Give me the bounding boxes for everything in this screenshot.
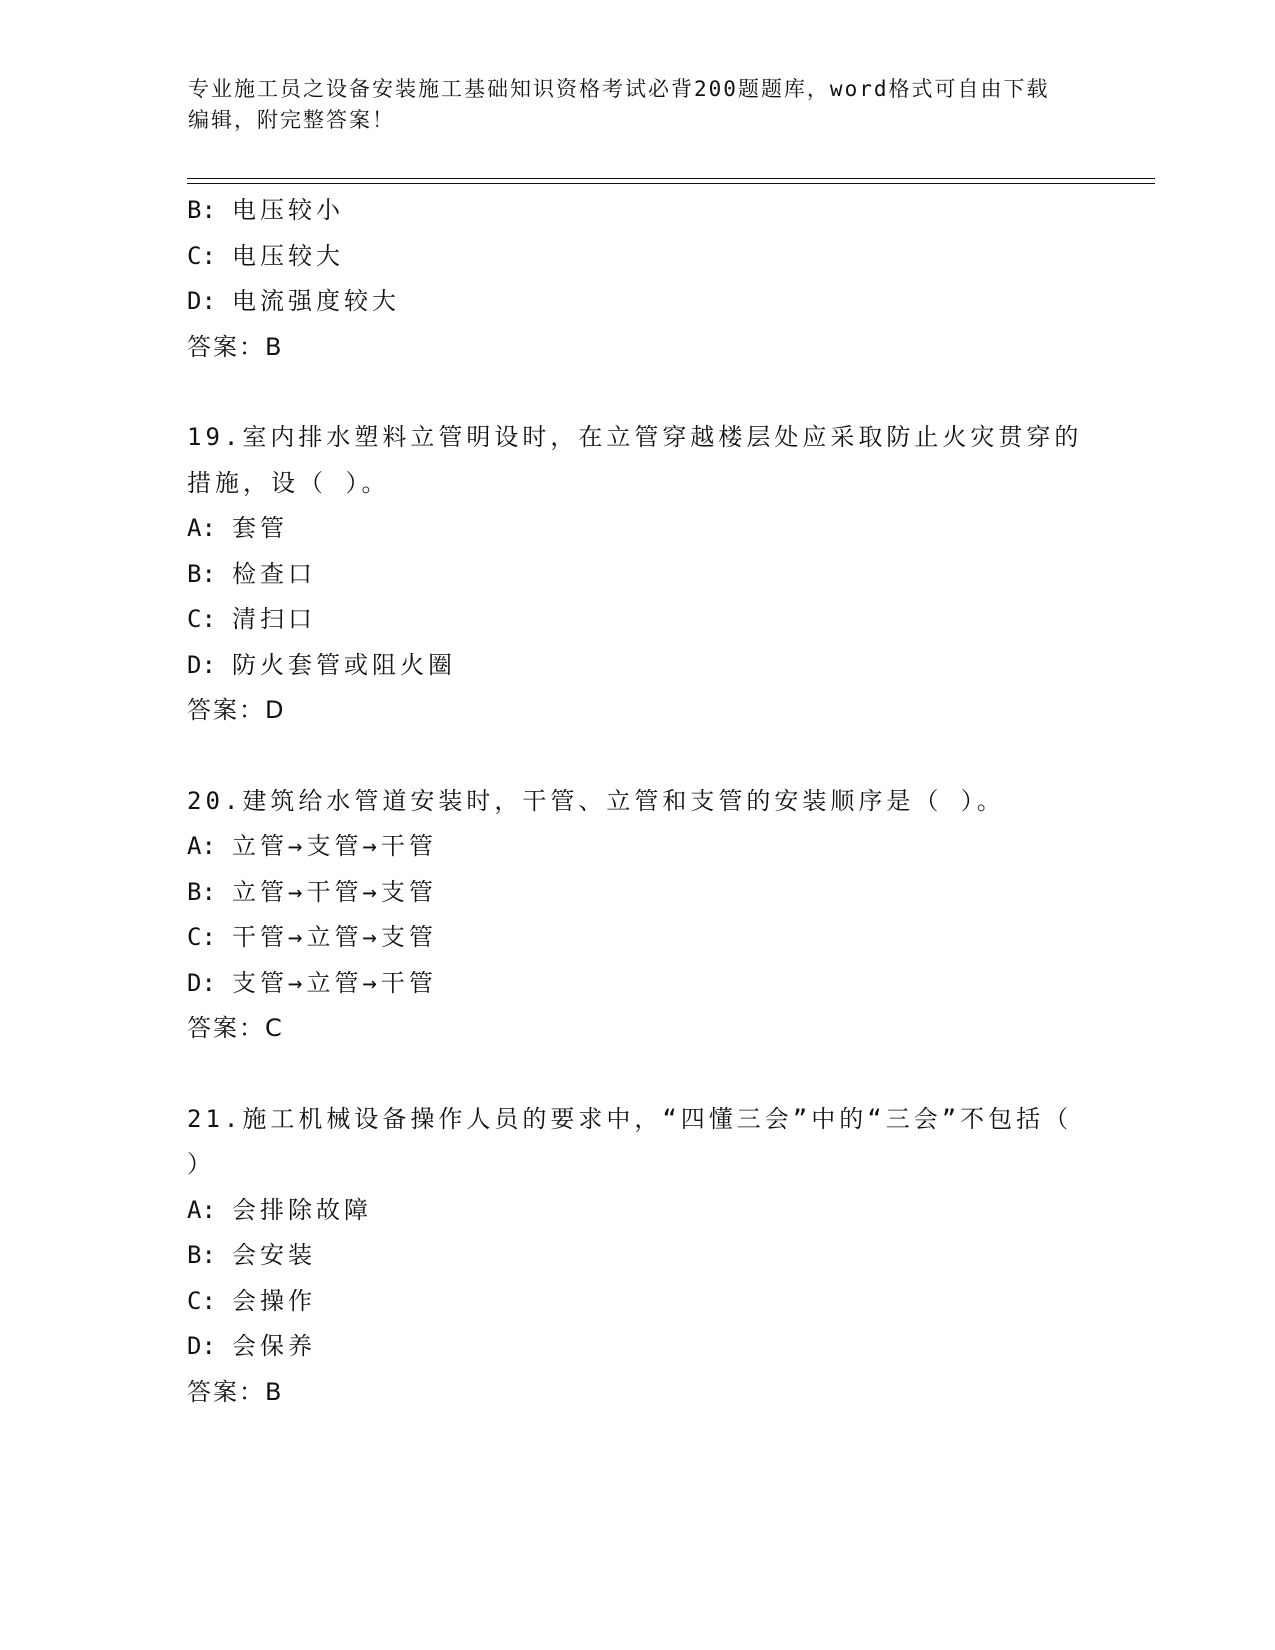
- question-18-continued: [187, 188, 1087, 370]
- answer-line: [187, 688, 1087, 734]
- answer-value: C: [265, 1014, 284, 1042]
- option-text: 支管→立管→干管: [232, 968, 437, 997]
- option-text: 检查口: [232, 559, 316, 588]
- option-d: [187, 961, 1087, 1007]
- answer-label: 答案：: [187, 332, 265, 361]
- question-text: 21.施工机械设备操作人员的要求中，“四懂三会”中的“三会”不包括（ ）: [187, 1104, 1073, 1178]
- option-key: A:: [187, 832, 216, 860]
- option-d: [187, 643, 1087, 689]
- option-key: D:: [187, 968, 216, 997]
- option-key: D:: [187, 650, 216, 679]
- option-text: 清扫口: [232, 605, 316, 633]
- option-a: [187, 506, 1087, 552]
- option-text: 会操作: [232, 1286, 316, 1315]
- option-text: 电压较小: [232, 196, 344, 224]
- spacer: [187, 370, 1087, 415]
- option-d: [187, 1324, 1087, 1370]
- option-b: [187, 552, 1087, 598]
- option-key: C:: [187, 1286, 216, 1315]
- option-text: 套管: [232, 514, 288, 542]
- option-key: B:: [187, 877, 216, 906]
- option-key: D:: [187, 1332, 216, 1360]
- option-c: [187, 1279, 1087, 1325]
- option-b: [187, 1233, 1087, 1279]
- option-c: [187, 597, 1087, 643]
- option-key: B:: [187, 196, 216, 224]
- option-text: 会安装: [232, 1241, 316, 1269]
- option-key: C:: [187, 605, 216, 633]
- question-text: 19.室内排水塑料立管明设时，在立管穿越楼层处应采取防止火灾贯穿的措施，设（ ）。: [187, 423, 1083, 497]
- option-b: [187, 870, 1087, 916]
- option-text: 电流强度较大: [232, 287, 400, 315]
- option-key: A:: [187, 514, 216, 542]
- header-rule-top: [187, 178, 1155, 179]
- option-key: D:: [187, 287, 216, 315]
- option-text: 会排除故障: [232, 1195, 372, 1224]
- option-d: [187, 279, 1087, 325]
- option-b: [187, 188, 1087, 234]
- question-20: [187, 779, 1087, 1052]
- question-21: [187, 1097, 1087, 1416]
- option-c: [187, 234, 1087, 280]
- option-key: C:: [187, 241, 216, 270]
- answer-line: [187, 1370, 1087, 1416]
- header-rule-bottom: [187, 183, 1155, 184]
- option-a: [187, 1188, 1087, 1234]
- question-text: 20.建筑给水管道安装时，干管、立管和支管的安装顺序是（ ）。: [187, 786, 1005, 815]
- answer-line: [187, 1006, 1087, 1052]
- option-text: 会保养: [232, 1332, 316, 1360]
- option-key: C:: [187, 923, 216, 951]
- option-a: [187, 824, 1087, 870]
- option-key: A:: [187, 1195, 216, 1224]
- answer-value: D: [265, 696, 286, 724]
- answer-value: B: [265, 332, 284, 361]
- option-key: B:: [187, 559, 216, 588]
- spacer: [187, 734, 1087, 779]
- answer-label: 答案：: [187, 1014, 265, 1042]
- document-header: 专业施工员之设备安装施工基础知识资格考试必背200题题库，word格式可自由下载编辑，附完整答案！: [188, 77, 1050, 132]
- option-text: 立管→干管→支管: [232, 877, 437, 906]
- answer-value: B: [265, 1377, 284, 1406]
- answer-label: 答案：: [187, 1377, 265, 1406]
- option-text: 防火套管或阻火圈: [232, 650, 456, 679]
- option-key: B:: [187, 1241, 216, 1269]
- option-text: 立管→支管→干管: [232, 832, 437, 860]
- option-text: 电压较大: [232, 241, 344, 270]
- spacer: [187, 1052, 1087, 1097]
- option-c: [187, 915, 1087, 961]
- question-19: [187, 415, 1087, 734]
- answer-label: 答案：: [187, 696, 265, 724]
- answer-line: [187, 325, 1087, 371]
- question-list: [187, 188, 1087, 1415]
- option-text: 干管→立管→支管: [232, 923, 437, 951]
